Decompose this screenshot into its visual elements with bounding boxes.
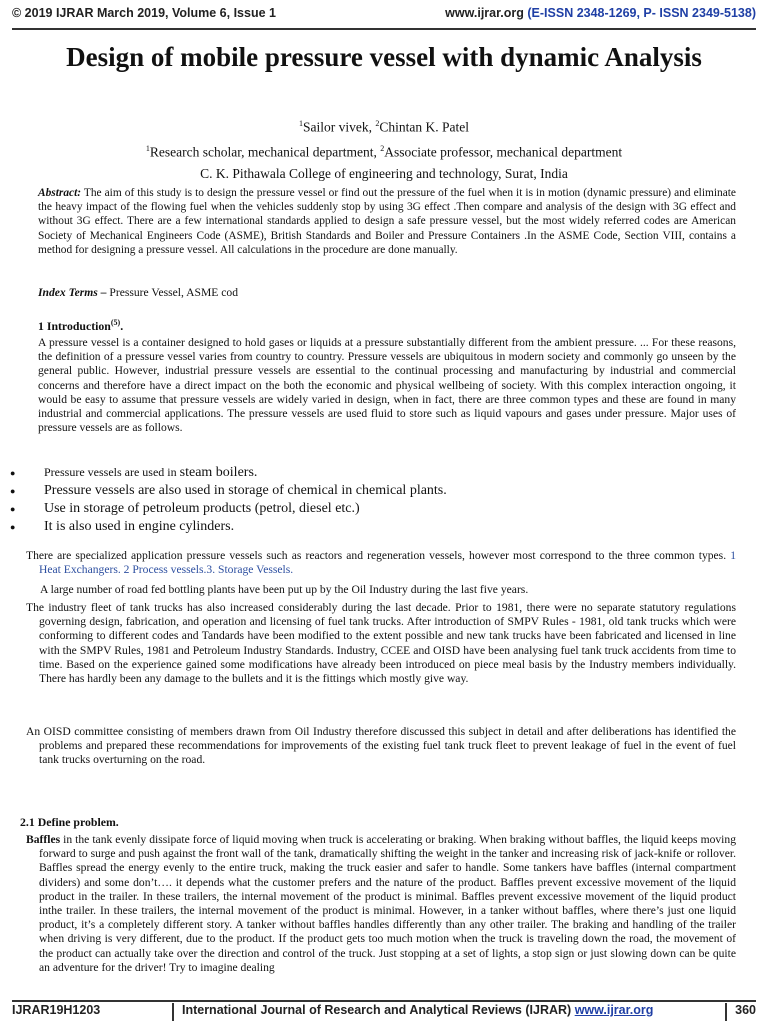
list-item (6, 518, 748, 536)
bullet-icon: ● (10, 504, 16, 514)
define-lead: Baffles (26, 833, 61, 846)
index-terms-label: Index Terms – (38, 286, 107, 299)
page-footer (12, 1003, 756, 1021)
list-item-emph: steam boilers. (179, 465, 258, 480)
header-issn: (E-ISSN 2348-1269, P- ISSN 2349-5138) (527, 6, 756, 20)
page-header (12, 6, 756, 28)
list-item-text: It is also used in engine cylinders. (44, 519, 235, 534)
bullet-icon: ● (10, 486, 16, 496)
specialized-text: There are specialized application pressure vessels such as reactors and regeneration vessels, however most correspond to the three common types. (26, 549, 731, 562)
abstract-label: Abstract: (38, 187, 82, 199)
header-divider (12, 28, 756, 30)
footer-divider (12, 1000, 756, 1002)
affiliation-block (0, 138, 768, 184)
intro-heading (38, 318, 123, 334)
list-item (6, 482, 748, 500)
header-left: © 2019 IJRAR March 2019, Volume 6, Issue 1 (12, 6, 276, 20)
affiliation-roles (0, 138, 768, 163)
list-item-text (44, 464, 257, 481)
role1: Research scholar, mechanical department, (149, 144, 381, 160)
footer-site-link[interactable]: www.ijrar.org (574, 1003, 654, 1017)
intro-heading-end: . (120, 318, 124, 333)
index-terms-text: Pressure Vessel, ASME cod (106, 286, 238, 299)
bullet-icon: ● (10, 468, 16, 478)
author1: Sailor vivek, (303, 119, 376, 135)
uses-list (6, 464, 748, 536)
role2: Associate professor, mechanical department (384, 144, 623, 160)
list-item-text: Pressure vessels are also used in storage of chemical in chemical plants. (44, 483, 447, 498)
abstract (38, 186, 736, 257)
intro-paragraph: A pressure vessel is a container designed to hold gases or liquids at a pressure substantially different from the ambient pressure. ... For these reasons, the definition of a pressure vessel varies from country to country. Pressure vessels are ubiquitous in modern society and commonly go unseen by the general public. However, industrial pressure vessels are essential to the continual processing and manufacturing by industrial and commercial concerns and therefore have a direct impact on the both the economic and physical wellbeing of society. With this complex interaction ongoing, it would be easy to assume that pressure vessels are widely varied in design, when in fact, there are three common types and these are found in many industrial and commercial applications. The pressure vessels are used fluid to store such as liquid vapours and gases under pressure. Major uses of pressure vessels are as follows. (38, 336, 736, 435)
author-line (0, 119, 768, 136)
role2-sup: 2 (380, 144, 385, 153)
bullet-icon: ● (10, 522, 16, 532)
list-item-text: Use in storage of petroleum products (petrol, diesel etc.) (44, 501, 360, 516)
define-paragraph (26, 833, 736, 975)
index-terms (38, 286, 736, 300)
list-item (6, 500, 748, 518)
footer-code: IJRAR19H1203 (12, 1003, 101, 1017)
list-item-lead: Pressure vessels are used in (44, 465, 180, 479)
author2-sup: 2 (375, 119, 380, 128)
intro-heading-text: 1 Introduction (38, 318, 111, 333)
bottling-paragraph: A large number of road fed bottling plants have been put up by the Oil Industry during the last five years. (40, 583, 529, 596)
abstract-text: The aim of this study is to design the pressure vessel or find out the pressure of the fuel when it is in motion (dynamic pressure) and eliminate the heavy impact of the flowing fuel when the vehicles suddenly stop by using 3G effect .Then compare and analysis of the design with 3G effect and without 3G effect. There are a few international standards applied to design a safe pressure vessel, but the most widely referred codes are American Society of Mechanical Engineers Code (ASME), British Standards and Boiler and Pressure Containers .In the ASME Code, Section VIII, contains a method for designing a pressure vessel. All calculations in the procedure are done manually. (38, 187, 736, 256)
affiliation-college: C. K. Pithawala College of engineering and technology, Surat, India (200, 165, 568, 181)
vessel-types: 1 Heat Exchangers. 2 Process vessels.3. Storage Vessels. (39, 549, 736, 577)
footer-journal-block (172, 1003, 653, 1021)
define-heading: 2.1 Define problem. (20, 815, 119, 829)
fleet-paragraph: The industry fleet of tank trucks has also increased considerably during the last decade. Prior to 1981, there were no separate statutory regulations governing design, fabrication, and operation and licensing of fuel tank trucks. After introduction of SMPV Rules - 1981, old tank trucks which were conforming to different codes and Tandards have been modified to the extent possible and new tank trucks have been fabricated and licensed in line with the SMPV Rules, 1981 and Petroleum Industry Standards. Industry, CCEE and OISD have been analysing fuel tank truck accidents from time to time. Based on the experience gained some modifications have already been introduced on piece meal basis by the Industry members individually. There has hardly been any damage to the bullets and it is the fittings which mostly give way. (26, 601, 736, 686)
header-right (445, 6, 756, 28)
oisd-paragraph: An OISD committee consisting of members drawn from Oil Industry therefore discussed this subject in detail and after deliberations has identified the problems and prepared these recommendations for improvements of the existing fuel tank truck fleet to prevent leakage of fuel in the event of fuel tank trucks overturning on the road. (26, 725, 736, 767)
intro-heading-sup: (5) (110, 318, 121, 327)
list-item (6, 464, 748, 482)
footer-journal: International Journal of Research and Analytical Reviews (IJRAR) (181, 1003, 572, 1017)
author2: Chintan K. Patel (379, 119, 469, 135)
role1-sup: 1 (145, 144, 150, 153)
paper-title: Design of mobile pressure vessel with dynamic Analysis (66, 42, 702, 72)
specialized-paragraph (26, 549, 736, 577)
author1-sup: 1 (299, 119, 303, 128)
header-site[interactable]: www.ijrar.org (445, 6, 524, 20)
footer-page-number: 360 (725, 1003, 756, 1021)
define-text: in the tank evenly dissipate force of liquid moving when truck is accelerating or braking. When braking without baffles, the liquid keeps moving forward to surge and push against the front wall of the tank, dramatically shifting the weight in the tanker and increasing risk of jack-knife or rollover. Baffles spread the energy evenly to the entire truck, making the truck easier and safer to handle. Some tankers have baffles (internal compartment dividers) and some don’t…. it depends what the customer prefers and the nature of the product. Baffles prevent excessive movement of the liquid product in the trailer. In these trailers, the internal movement of the product is minimal. Baffles prevent excessive movement of the liquid product inthe trailer. In these trailers, the internal movement of the product is minimal. However, in a tanker without baffles, where there’s just one liquid product, it’s a completely different story. A tanker without baffles handles differently than any other trailer. The braking and handling of the trailer when driving is very different, due to the product. If the product gets too much motion when the truck is traveling down the road, the movement of the product can actually take over the direction and control of the truck. Just stopping at a set of lights, a stop sign or just slowing down can be quite an adventure for the driver! Try to imagine dealing (39, 833, 736, 974)
